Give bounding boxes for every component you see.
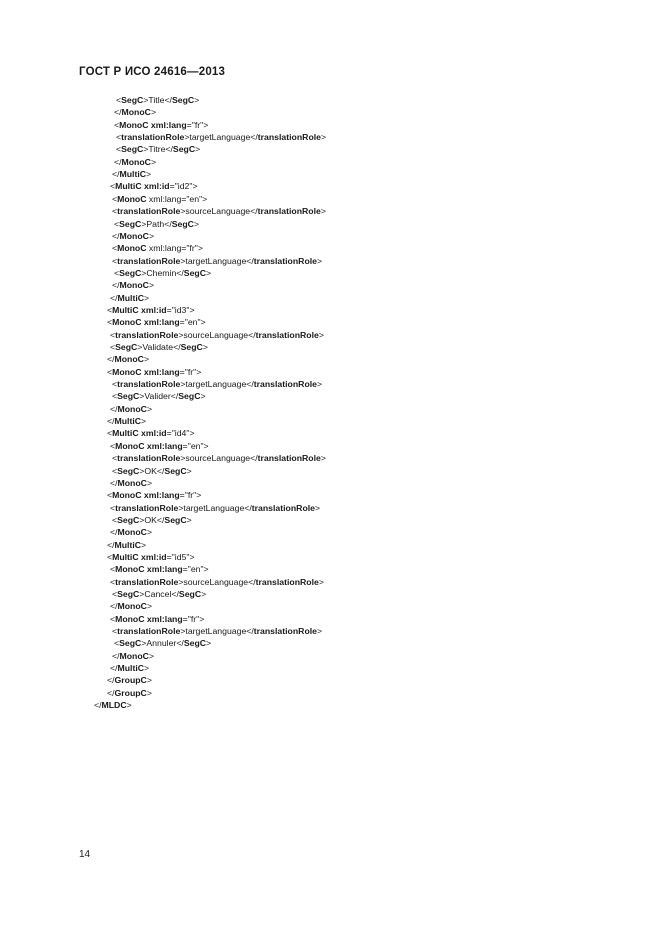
xml-text: < [110, 564, 116, 575]
code-line [114, 267, 211, 279]
xml-element-name: translationRole [253, 379, 318, 390]
xml-element-name: MonoC xml:lang [112, 317, 180, 328]
xml-text: < [116, 144, 122, 155]
code-line [110, 600, 152, 612]
xml-text: > [206, 638, 212, 649]
xml-text: </ [110, 403, 118, 414]
xml-text: > [193, 218, 200, 229]
xml-element-name: SegC [183, 267, 207, 278]
code-line [107, 353, 149, 365]
xml-element-name: MultiC [119, 169, 147, 180]
code-line [107, 551, 195, 563]
code-line [110, 329, 324, 341]
xml-text: </ [107, 416, 115, 427]
xml-text: > [146, 169, 152, 180]
xml-text: ="en"> [182, 440, 209, 451]
xml-text: > [186, 514, 192, 525]
xml-text: </ [112, 169, 120, 180]
xml-text: </ [107, 354, 115, 365]
xml-text: >sourceLanguage</ [180, 206, 258, 217]
xml-element-name: SegC [115, 342, 138, 352]
xml-element-name: translationRole [117, 206, 181, 217]
xml-element-name: translationRole [115, 576, 179, 587]
code-line [110, 440, 209, 452]
xml-element-name: MultiC [117, 292, 145, 303]
xml-element-name: MonoC [121, 156, 151, 167]
code-line [107, 674, 152, 686]
xml-text: > [144, 663, 150, 674]
xml-text: </ [94, 700, 102, 711]
code-line [112, 378, 322, 390]
xml-text: xml:lang="fr"> [146, 243, 203, 254]
xml-text: >targetLanguage</ [184, 132, 258, 143]
code-line [110, 613, 204, 625]
xml-element-name: MonoC [117, 527, 147, 538]
xml-text: < [114, 267, 120, 278]
xml-element-name: MonoC xml:lang [115, 564, 183, 575]
xml-text: > [146, 687, 152, 698]
code-line [114, 106, 156, 118]
xml-text: ="fr"> [179, 490, 202, 501]
xml-text: > [320, 453, 326, 464]
code-line [110, 563, 209, 575]
xml-text: >Chemin</ [141, 267, 184, 278]
xml-text: < [114, 638, 120, 649]
xml-text: </ [107, 687, 115, 698]
xml-element-name: translationRole [117, 626, 181, 637]
xml-text: < [107, 490, 113, 501]
code-line [110, 341, 208, 353]
xml-text: ="id5"> [166, 551, 195, 562]
xml-element-name: SegC [164, 514, 187, 525]
xml-element-name: MultiC [114, 539, 142, 550]
xml-element-name: translationRole [257, 132, 322, 143]
xml-text: xml:lang="en"> [146, 193, 208, 204]
xml-text: < [112, 193, 118, 204]
code-line [110, 180, 198, 192]
code-line [94, 699, 132, 711]
xml-text: >targetLanguage</ [180, 255, 254, 266]
xml-text: </ [110, 477, 118, 488]
code-line [112, 279, 154, 291]
code-line [114, 218, 199, 230]
code-line [107, 366, 201, 378]
xml-element-name: translationRole [253, 255, 318, 266]
code-line [112, 205, 326, 217]
xml-element-name: SegC [117, 465, 140, 476]
code-line [110, 403, 152, 415]
xml-element-name: MonoC [117, 477, 147, 488]
xml-text: > [206, 267, 212, 278]
code-line [112, 193, 207, 205]
xml-text: > [320, 206, 326, 217]
xml-text: >OK</ [139, 465, 165, 476]
xml-text: > [146, 601, 153, 612]
code-line [107, 316, 206, 328]
code-line [107, 304, 195, 316]
xml-text: < [116, 132, 122, 143]
code-line [110, 477, 152, 489]
code-line [112, 465, 192, 477]
xml-element-name: MonoC xml:lang [119, 119, 187, 130]
xml-text: > [150, 156, 157, 167]
xml-element-name: SegC [164, 465, 187, 476]
xml-text: > [126, 700, 132, 711]
xml-text: > [200, 391, 206, 402]
xml-text: > [317, 626, 323, 637]
xml-text: < [107, 304, 113, 315]
xml-text: > [148, 280, 155, 291]
xml-text: < [112, 206, 118, 217]
xml-text: < [112, 255, 118, 266]
xml-text: </ [110, 663, 118, 674]
xml-element-name: SegC [117, 391, 140, 402]
xml-text: >Annuler</ [141, 638, 184, 649]
xml-element-name: MultiC xml:id [115, 181, 170, 192]
xml-element-name: MultiC [114, 416, 142, 427]
xml-element-name: translationRole [251, 502, 316, 513]
xml-text: > [202, 342, 208, 352]
code-line [112, 168, 151, 180]
xml-element-name: SegC [178, 391, 201, 402]
document-header-title: ГОСТ Р ИСО 24616—2013 [79, 66, 226, 78]
xml-text: > [148, 650, 155, 661]
xml-element-name: translationRole [257, 206, 321, 217]
xml-element-name: GroupC [114, 675, 147, 686]
xml-text: ="id4"> [166, 428, 195, 439]
xml-element-name: MLDC [101, 700, 127, 711]
xml-element-name: SegC [171, 95, 195, 105]
xml-element-name: MonoC [121, 107, 151, 118]
xml-element-name: SegC [119, 638, 142, 649]
xml-text: > [146, 675, 152, 686]
xml-text: > [318, 576, 324, 587]
xml-text: > [150, 107, 157, 118]
code-line [116, 94, 199, 106]
code-line [110, 502, 320, 514]
code-line [114, 156, 156, 168]
xml-text: < [110, 613, 116, 624]
code-line [112, 452, 326, 464]
xml-text: ="fr"> [182, 613, 205, 624]
xml-text: >sourceLanguage</ [180, 453, 258, 464]
code-line [107, 539, 146, 551]
xml-text: > [321, 132, 327, 143]
xml-text: > [144, 292, 150, 303]
xml-element-name: SegC [172, 144, 196, 155]
xml-text: >sourceLanguage</ [178, 576, 256, 587]
xml-element-name: GroupC [114, 687, 147, 698]
xml-text: < [112, 465, 118, 476]
xml-text: < [114, 119, 120, 130]
xml-text: >targetLanguage</ [180, 379, 254, 390]
xml-text: > [186, 465, 192, 476]
xml-text: >OK</ [139, 514, 165, 525]
xml-text: > [148, 230, 155, 241]
xml-text: < [110, 440, 116, 451]
xml-text: < [112, 514, 118, 525]
xml-text: ="fr"> [186, 119, 209, 130]
code-line [112, 588, 206, 600]
xml-text: > [318, 329, 324, 340]
xml-text: </ [112, 230, 120, 241]
xml-element-name: MonoC [117, 601, 147, 612]
xml-element-name: MonoC xml:lang [112, 490, 180, 501]
xml-element-name: MonoC [119, 280, 149, 291]
xml-text: >Title</ [143, 95, 172, 105]
xml-text: < [110, 181, 116, 192]
xml-element-name: SegC [171, 218, 194, 229]
xml-element-name: translationRole [253, 626, 318, 637]
code-line [112, 242, 203, 254]
page-number: 14 [79, 849, 91, 860]
xml-text: < [107, 366, 113, 377]
xml-element-name: translationRole [117, 453, 181, 464]
code-line [107, 489, 201, 501]
code-line [116, 143, 200, 155]
xml-text: </ [114, 107, 122, 118]
xml-element-name: translationRole [115, 502, 179, 513]
xml-element-name: MultiC [117, 663, 145, 674]
xml-text: > [141, 539, 147, 550]
xml-element-name: translationRole [255, 576, 319, 587]
xml-text: >Valider</ [139, 391, 179, 402]
xml-text: < [116, 95, 122, 105]
xml-element-name: MonoC [117, 403, 147, 414]
code-line [107, 415, 146, 427]
xml-element-name: SegC [119, 218, 142, 229]
xml-element-name: MonoC [114, 354, 144, 365]
xml-text: < [107, 428, 113, 439]
xml-text: </ [107, 539, 115, 550]
xml-element-name: SegC [180, 342, 203, 352]
xml-text: </ [114, 156, 122, 167]
code-line [112, 625, 322, 637]
xml-text: > [195, 144, 201, 155]
xml-text: >Path</ [141, 218, 172, 229]
xml-element-name: translationRole [117, 255, 181, 266]
xml-element-name: SegC [119, 267, 142, 278]
xml-element-name: SegC [121, 95, 144, 105]
code-line [112, 514, 192, 526]
code-line [110, 576, 324, 588]
xml-text: < [112, 243, 118, 254]
xml-text: </ [110, 292, 118, 303]
code-line [110, 292, 149, 304]
xml-text: > [146, 403, 153, 414]
xml-text: > [315, 502, 321, 513]
xml-element-name: MultiC xml:id [112, 304, 167, 315]
xml-text: >Validate</ [137, 342, 181, 352]
xml-text: < [112, 453, 118, 464]
xml-text: < [110, 576, 116, 587]
xml-element-name: SegC [121, 144, 144, 155]
xml-text: ="id3"> [166, 304, 195, 315]
xml-element-name: translationRole [255, 329, 319, 340]
xml-text: > [317, 255, 323, 266]
xml-element-name: MonoC xml:lang [115, 613, 183, 624]
xml-text: ="en"> [182, 564, 209, 575]
xml-text: < [107, 317, 113, 328]
code-line [112, 650, 154, 662]
xml-text: >sourceLanguage</ [178, 329, 256, 340]
xml-element-name: SegC [183, 638, 207, 649]
xml-element-name: MonoC [117, 193, 147, 204]
xml-text: ="id2"> [169, 181, 198, 192]
xml-element-name: MonoC xml:lang [112, 366, 180, 377]
xml-text: < [110, 502, 116, 513]
xml-text: < [112, 589, 118, 599]
xml-element-name: MultiC xml:id [112, 551, 167, 562]
xml-text: > [146, 527, 153, 538]
xml-element-name: translationRole [121, 132, 185, 143]
xml-text: > [317, 379, 323, 390]
xml-element-name: SegC [117, 589, 140, 599]
xml-text: </ [112, 280, 120, 291]
xml-text: < [114, 218, 120, 229]
xml-element-name: translationRole [117, 379, 181, 390]
xml-text: > [141, 416, 147, 427]
code-line [110, 526, 152, 538]
xml-text: < [112, 626, 118, 637]
xml-text: ="fr"> [179, 366, 202, 377]
xml-text: </ [110, 601, 118, 612]
xml-element-name: MonoC xml:lang [115, 440, 183, 451]
xml-text: </ [110, 527, 118, 538]
xml-element-name: translationRole [257, 453, 321, 464]
code-line [107, 427, 195, 439]
xml-element-name: translationRole [115, 329, 179, 340]
xml-element-name: MonoC [117, 243, 147, 254]
xml-text: > [143, 354, 150, 365]
code-line [110, 662, 149, 674]
xml-text: < [112, 391, 118, 402]
xml-text: > [194, 95, 200, 105]
xml-text: < [107, 551, 113, 562]
code-line [112, 390, 206, 402]
xml-text: </ [112, 650, 120, 661]
code-line [107, 687, 152, 699]
code-line [112, 230, 154, 242]
xml-text: < [110, 342, 116, 352]
xml-text: > [146, 477, 153, 488]
code-line [114, 637, 211, 649]
xml-element-name: MonoC [119, 650, 149, 661]
xml-text: >targetLanguage</ [180, 626, 254, 637]
xml-element-name: MonoC [119, 230, 149, 241]
xml-element-name: SegC [117, 514, 140, 525]
code-line [114, 119, 208, 131]
xml-text: < [112, 379, 118, 390]
xml-text: ="en"> [179, 317, 206, 328]
xml-text: >targetLanguage</ [178, 502, 252, 513]
xml-text: >Cancel</ [139, 589, 179, 599]
code-line [116, 131, 326, 143]
xml-element-name: SegC [178, 589, 202, 599]
code-line [112, 255, 322, 267]
xml-element-name: MultiC xml:id [112, 428, 167, 439]
xml-text: </ [107, 675, 115, 686]
xml-text: < [110, 329, 116, 340]
xml-text: > [201, 589, 207, 599]
xml-text: >Titre</ [143, 144, 173, 155]
